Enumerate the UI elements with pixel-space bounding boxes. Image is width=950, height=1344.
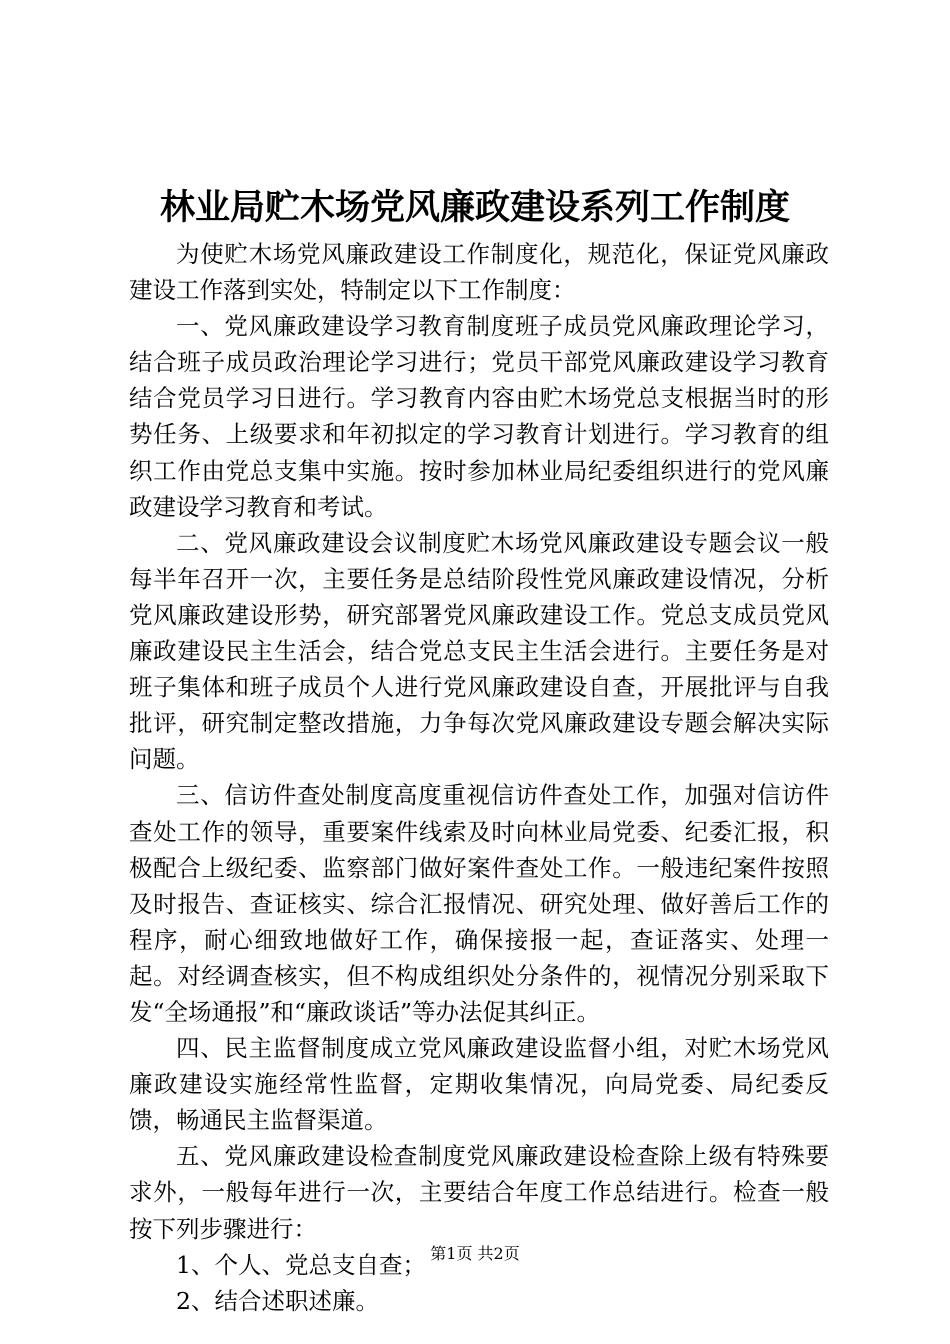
section-5-inspection-system: 五、党风廉政建设检查制度党风廉政建设检查除上级有特殊要求外，一般每年进行一次，主要结合年度工作总结进行。检查一般按下列步骤进行： <box>129 1142 829 1243</box>
section-3-petition-handling: 三、信访件查处制度高度重视信访件查处工作，加强对信访件查处工作的领导，重要案件线索及时向林业局党委、纪委汇报，积极配合上级纪委、监察部门做好案件查处工作。一般违纪案件按照及时报告、查证核实、综合汇报情况、研究处理、做好善后工作的程序，耐心细致地做好工作，确保接报一起，查证落实、处理一起。对经调查核实，但不构成组织处分条件的，视情况分别采取下发“全场通报”和“廉政谈话”等办法促其纠正。 <box>129 781 829 1026</box>
document-title: 林业局贮木场党风廉政建设系列工作制度 <box>159 187 790 228</box>
document-body <box>129 236 829 1319</box>
section-1-study-education: 一、党风廉政建设学习教育制度班子成员党风廉政理论学习，结合班子成员政治理论学习进行；党员干部党风廉政建设学习教育结合党员学习日进行。学习教育内容由贮木场党总支根据当时的形势任务、上级要求和年初拟定的学习教育计划进行。学习教育的组织工作由党总支集中实施。按时参加林业局纪委组织进行的党风廉政建设学习教育和考试。 <box>129 312 829 521</box>
inspection-step-1: 1、个人、党总支自查； <box>176 1250 426 1279</box>
intro-paragraph: 为使贮木场党风廉政建设工作制度化，规范化，保证党风廉政建设工作落到实处，特制定以下工作制度： <box>129 240 829 305</box>
inspection-step-2: 2、结合述职述廉。 <box>176 1286 379 1315</box>
section-4-democratic-supervision: 四、民主监督制度成立党风廉政建设监督小组，对贮木场党风廉政建设实施经常性监督，定期收集情况，向局党委、局纪委反馈，畅通民主监督渠道。 <box>129 1034 829 1135</box>
page-number-footer: 第1页 共2页 <box>430 1244 520 1263</box>
section-2-meeting-system: 二、党风廉政建设会议制度贮木场党风廉政建设专题会议一般每半年召开一次，主要任务是总结阶段性党风廉政建设情况，分析党风廉政建设形势，研究部署党风廉政建设工作。党总支成员党风廉政建设民主生活会，结合党总支民主生活会进行。主要任务是对班子集体和班子成员个人进行党风廉政建设自查，开展批评与自我批评，研究制定整改措施，力争每次党风廉政建设专题会解决实际问题。 <box>129 528 829 774</box>
